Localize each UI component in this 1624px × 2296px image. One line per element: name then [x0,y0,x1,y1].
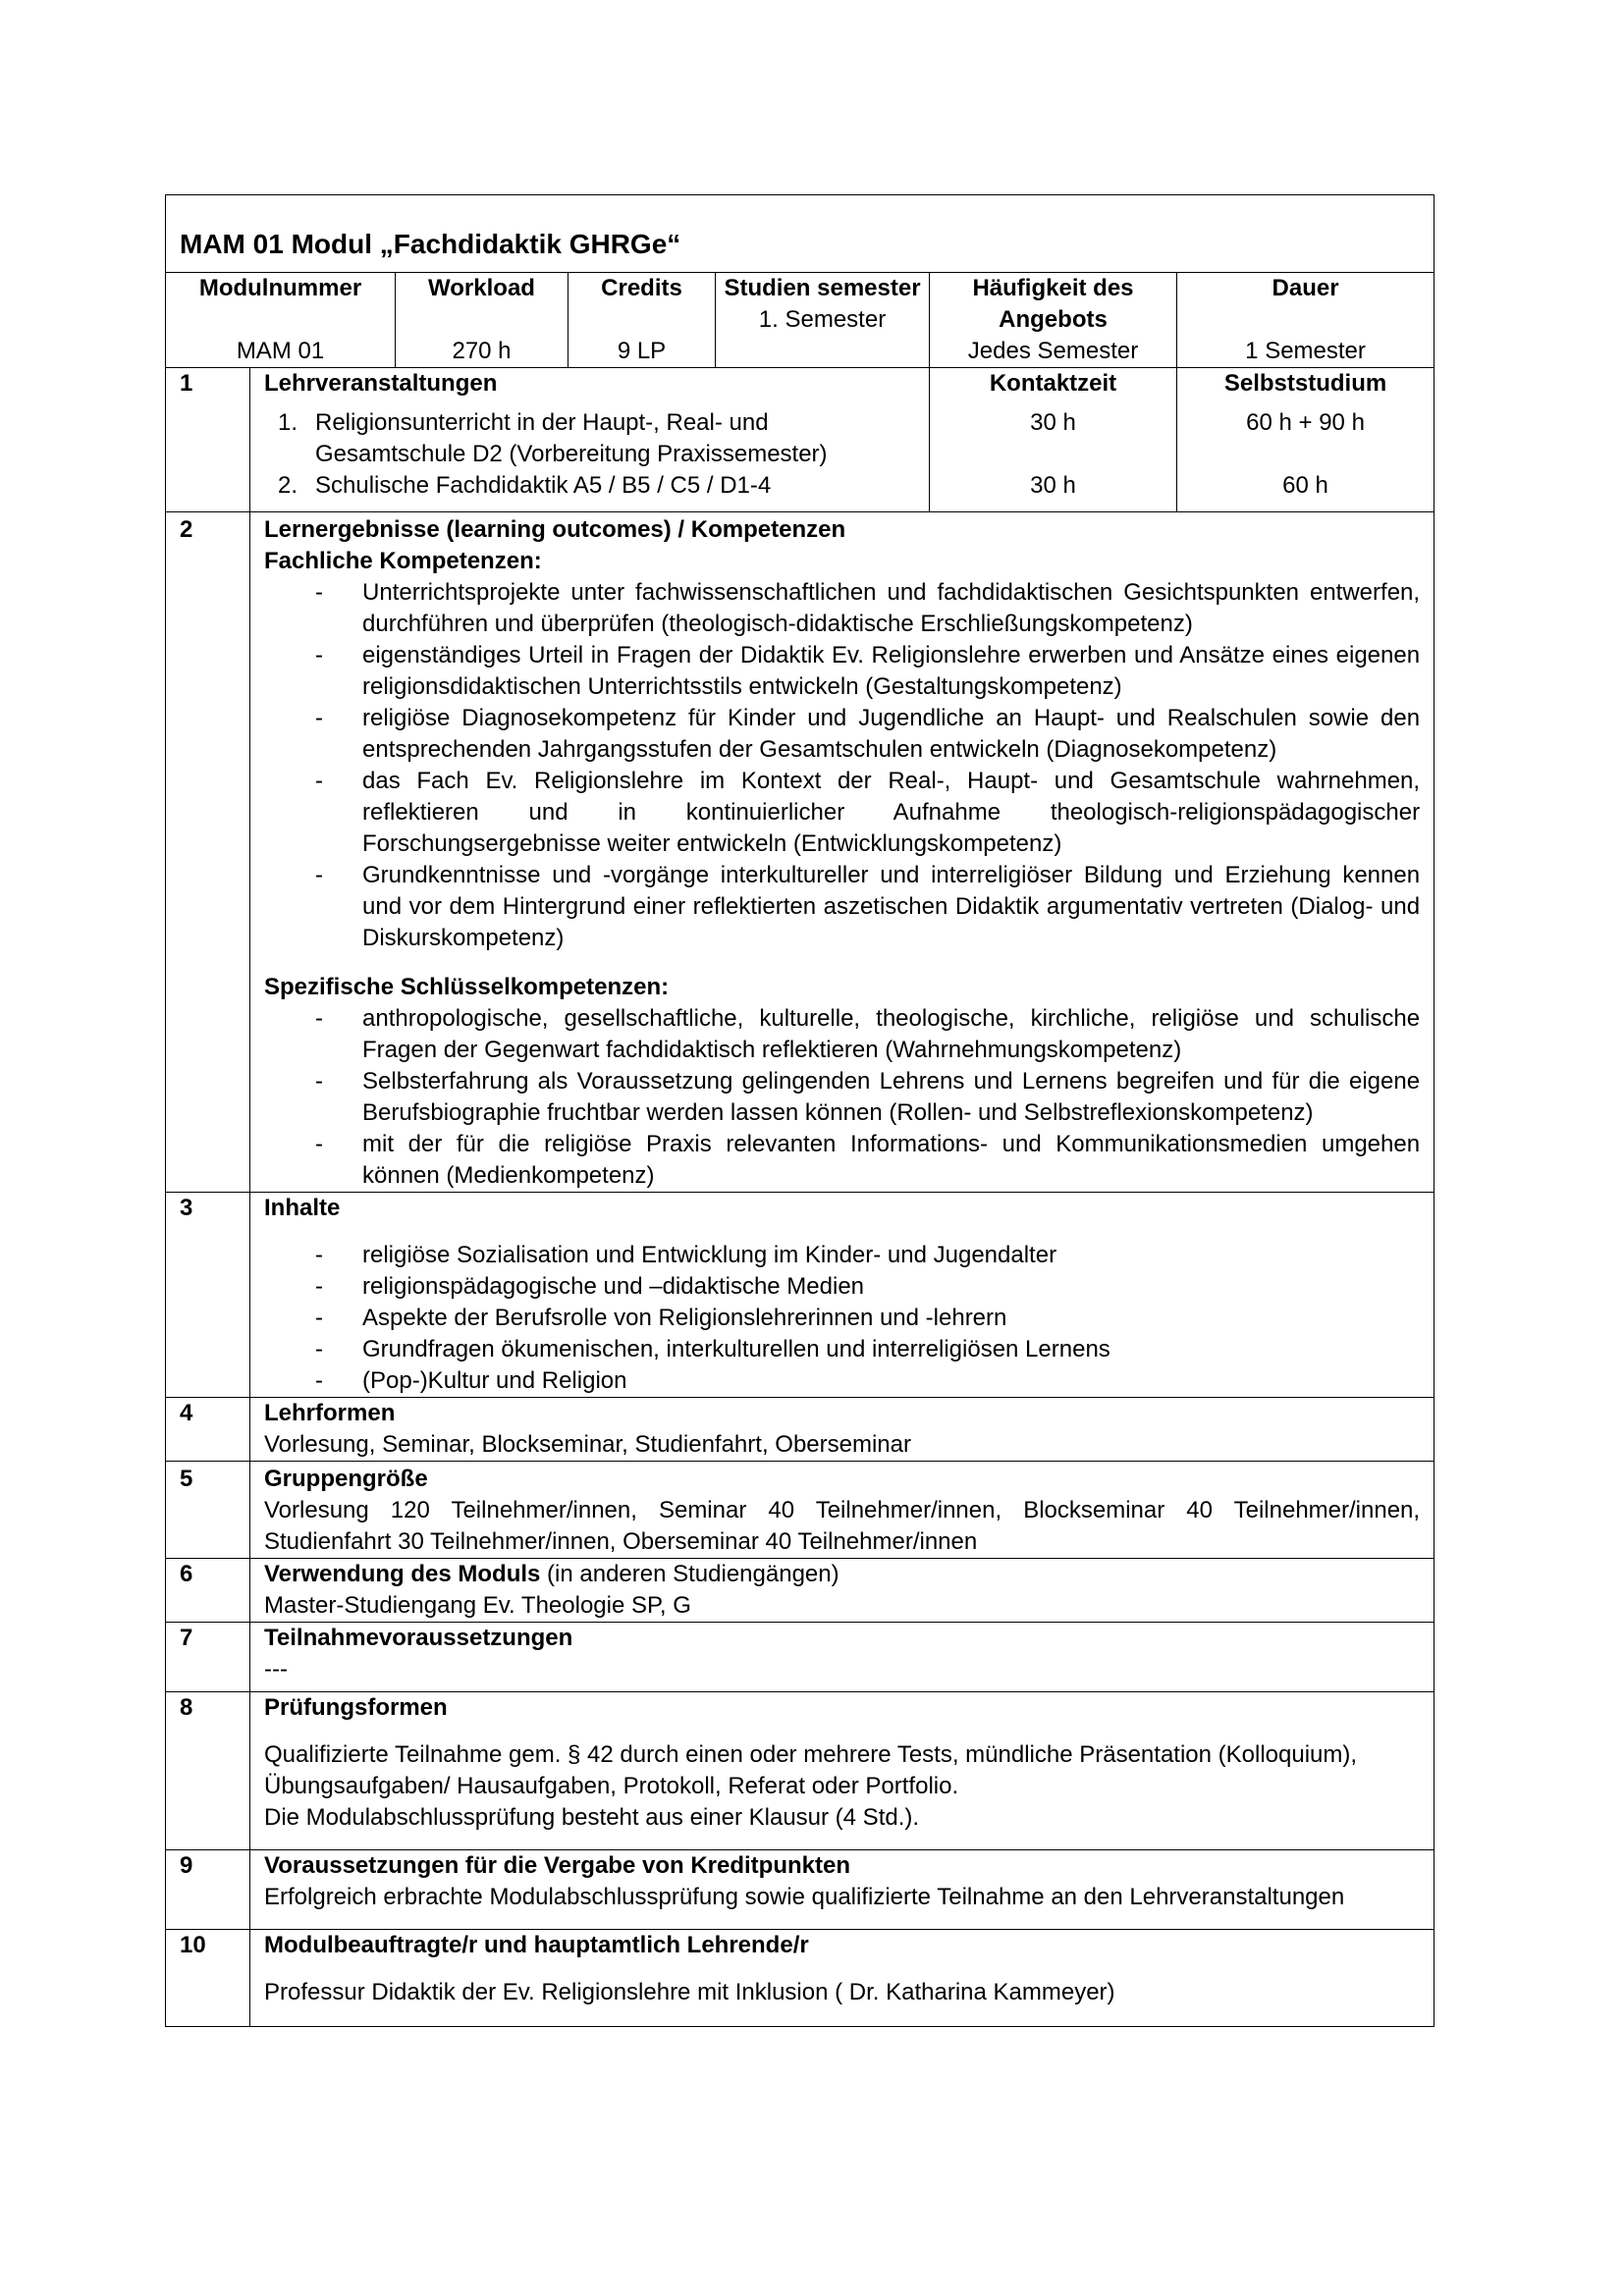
header-haeufigkeit: Häufigkeit des Angebots Jedes Semester [930,273,1177,368]
list-item: - anthropologische, gesellschaftliche, kulturelle, theologische, kirchliche, religiöse und schulische Fragen der Gegenwart fachdidaktisch reflektieren (Wahrnehmungskompetenz) [315,1005,1421,1063]
section-8-title: Prüfungsformen [264,1694,448,1721]
list-item: - religiöse Diagnosekompetenz für Kinder und Jugendliche an Haupt- und Realschulen sowie den entsprechenden Jahrgangsstufen der Gesamtschulen entwickeln (Diagnosekompetenz) [315,705,1421,763]
section-3-title: Inhalte [264,1195,341,1221]
list-item: - eigenständiges Urteil in Fragen der Didaktik Ev. Religionslehre erwerben und Ansätze eines eigenen religionsdidaktischen Unterrichtsstils entwickeln (Gestaltungskompetenz) [315,642,1421,700]
section-6-title-note: (in anderen Studiengängen) [540,1561,839,1587]
section-8-line-3: Die Modulabschlussprüfung besteht aus einer Klausur (4 Std.). [264,1804,920,1831]
section-2-title: Lernergebnisse (learning outcomes) / Kompetenzen [264,516,846,543]
inhalte-list [264,1240,1420,1397]
course-2: 2. Schulische Fachdidaktik A5 / B5 / C5 / D1-4 [278,472,772,499]
list-item: - religionspädagogische und –didaktische Medien [315,1273,865,1300]
workload-value: 270 h [452,338,512,364]
section-6-text: Master-Studiengang Ev. Theologie SP, G [264,1592,691,1619]
section-8-number: 8 [166,1692,250,1850]
list-item: - Aspekte der Berufsrolle von Religionslehrerinnen und -lehrern [315,1305,1007,1331]
section-1-title: Lehrveranstaltungen [264,370,498,397]
modulnummer-value: MAM 01 [236,338,325,364]
section-7-text: --- [264,1656,288,1682]
section-4-text: Vorlesung, Seminar, Blockseminar, Studienfahrt, Oberseminar [264,1431,911,1458]
section-4-number: 4 [166,1398,250,1462]
schluesselkompetenzen-list [264,1003,1420,1192]
section-1-number: 1 [166,368,250,512]
section-6-title: Verwendung des Moduls [264,1561,541,1587]
section-5-number: 5 [166,1462,250,1559]
section-9-content [250,1850,1435,1930]
course-1: 1. Religionsunterricht in der Haupt-, Real- und Gesamtschule D2 (Vorbereitung Praxissemester) [278,409,828,467]
section-7-number: 7 [166,1623,250,1692]
section-8-line-1: Qualifizierte Teilnahme gem. § 42 durch einen oder mehrere Tests, mündliche Präsentation (Kolloquium), [264,1741,1358,1768]
semester-value: 1. Semester [758,306,887,333]
list-item: - Grundkenntnisse und -vorgänge interkultureller und interreligiöser Bildung und Erziehung kennen und vor dem Hintergrund einer reflektierten aszetischen Didaktik argumentativ vertreten (Dialog- und Diskurskompetenz) [315,862,1421,951]
section-10-text: Professur Didaktik der Ev. Religionslehre mit Inklusion ( Dr. Katharina Kammeyer) [264,1979,1115,2005]
header-dauer: Dauer 1 Semester [1177,273,1435,368]
module-table [165,194,1435,2027]
header-semester: Studien semester 1. Semester [716,273,930,368]
credits-value: 9 LP [617,338,667,364]
list-item: - (Pop-)Kultur und Religion [315,1367,627,1394]
section-5-text: Vorlesung 120 Teilnehmer/innen, Seminar 40 Teilnehmer/innen, Blockseminar 40 Teilnehmer/innen, Studienfahrt 30 Teilnehmer/innen, Oberseminar 40 Teilnehmer/innen [264,1497,1421,1555]
section-7-content [250,1623,1435,1692]
section-10-number: 10 [166,1930,250,2027]
section-2-number: 2 [166,512,250,1193]
section-1-courses [250,368,930,512]
section-4-content [250,1398,1435,1462]
section-6-content [250,1559,1435,1623]
fachliche-kompetenzen-heading: Fachliche Kompetenzen: [264,548,542,574]
list-item: - mit der für die religiöse Praxis relevanten Informations- und Kommunikationsmedien umgehen können (Medienkompetenz) [315,1131,1421,1189]
schluesselkompetenzen-heading: Spezifische Schlüsselkompetenzen: [264,974,670,1000]
haeufigkeit-value: Jedes Semester [967,338,1139,364]
section-9-text: Erfolgreich erbrachte Modulabschlussprüfung sowie qualifizierte Teilnahme an den Lehrveranstaltungen [264,1884,1345,1910]
section-8-line-2: Übungsaufgaben/ Hausaufgaben, Protokoll, Referat oder Portfolio. [264,1773,959,1799]
list-item: - Grundfragen ökumenischen, interkulturellen und interreligiösen Lernens [315,1336,1110,1362]
section-1-self: Selbststudium 60 h + 90 h 60 h [1177,368,1435,512]
section-8-content [250,1692,1435,1850]
header-credits: Credits 9 LP [568,273,716,368]
list-item: - das Fach Ev. Religionslehre im Kontext der Real-, Haupt- und Gesamtschule wahrnehmen, reflektieren und in kontinuierlicher Aufnahme theologisch-religionspädagogischer Forschungsergebnisse weiter entwickeln (Entwicklungskompetenz) [315,768,1421,857]
dauer-value: 1 Semester [1245,338,1366,364]
section-4-title: Lehrformen [264,1400,396,1426]
section-3-number: 3 [166,1193,250,1398]
header-workload: Workload 270 h [396,273,568,368]
section-2-content [250,512,1435,1193]
fachliche-kompetenzen-list [264,577,1420,954]
module-title: MAM 01 Modul „Fachdidaktik GHRGe“ [166,195,1435,273]
section-7-title: Teilnahmevoraussetzungen [264,1625,573,1651]
list-item: - religiöse Sozialisation und Entwicklung im Kinder- und Jugendalter [315,1242,1057,1268]
section-6-number: 6 [166,1559,250,1623]
header-modulnummer: Modulnummer MAM 01 [166,273,396,368]
section-10-title: Modulbeauftragte/r und hauptamtlich Lehrende/r [264,1932,809,1958]
section-9-title: Voraussetzungen für die Vergabe von Kreditpunkten [264,1852,850,1879]
section-5-content [250,1462,1435,1559]
list-item: - Selbsterfahrung als Voraussetzung gelingenden Lehrens und Lernens begreifen und für die eigene Berufsbiographie fruchtbar werden lassen können (Rollen- und Selbstreflexionskompetenz) [315,1068,1421,1126]
section-5-title: Gruppengröße [264,1466,428,1492]
list-item: - Unterrichtsprojekte unter fachwissenschaftlichen und fachdidaktischen Gesichtspunkten entwerfen, durchführen und überprüfen (theologisch-didaktische Erschließungskompetenz) [315,579,1421,637]
module-page [165,194,1434,2027]
section-3-content [250,1193,1435,1398]
section-9-number: 9 [166,1850,250,1930]
section-10-content [250,1930,1435,2027]
section-1-contact: Kontaktzeit 30 h 30 h [930,368,1177,512]
